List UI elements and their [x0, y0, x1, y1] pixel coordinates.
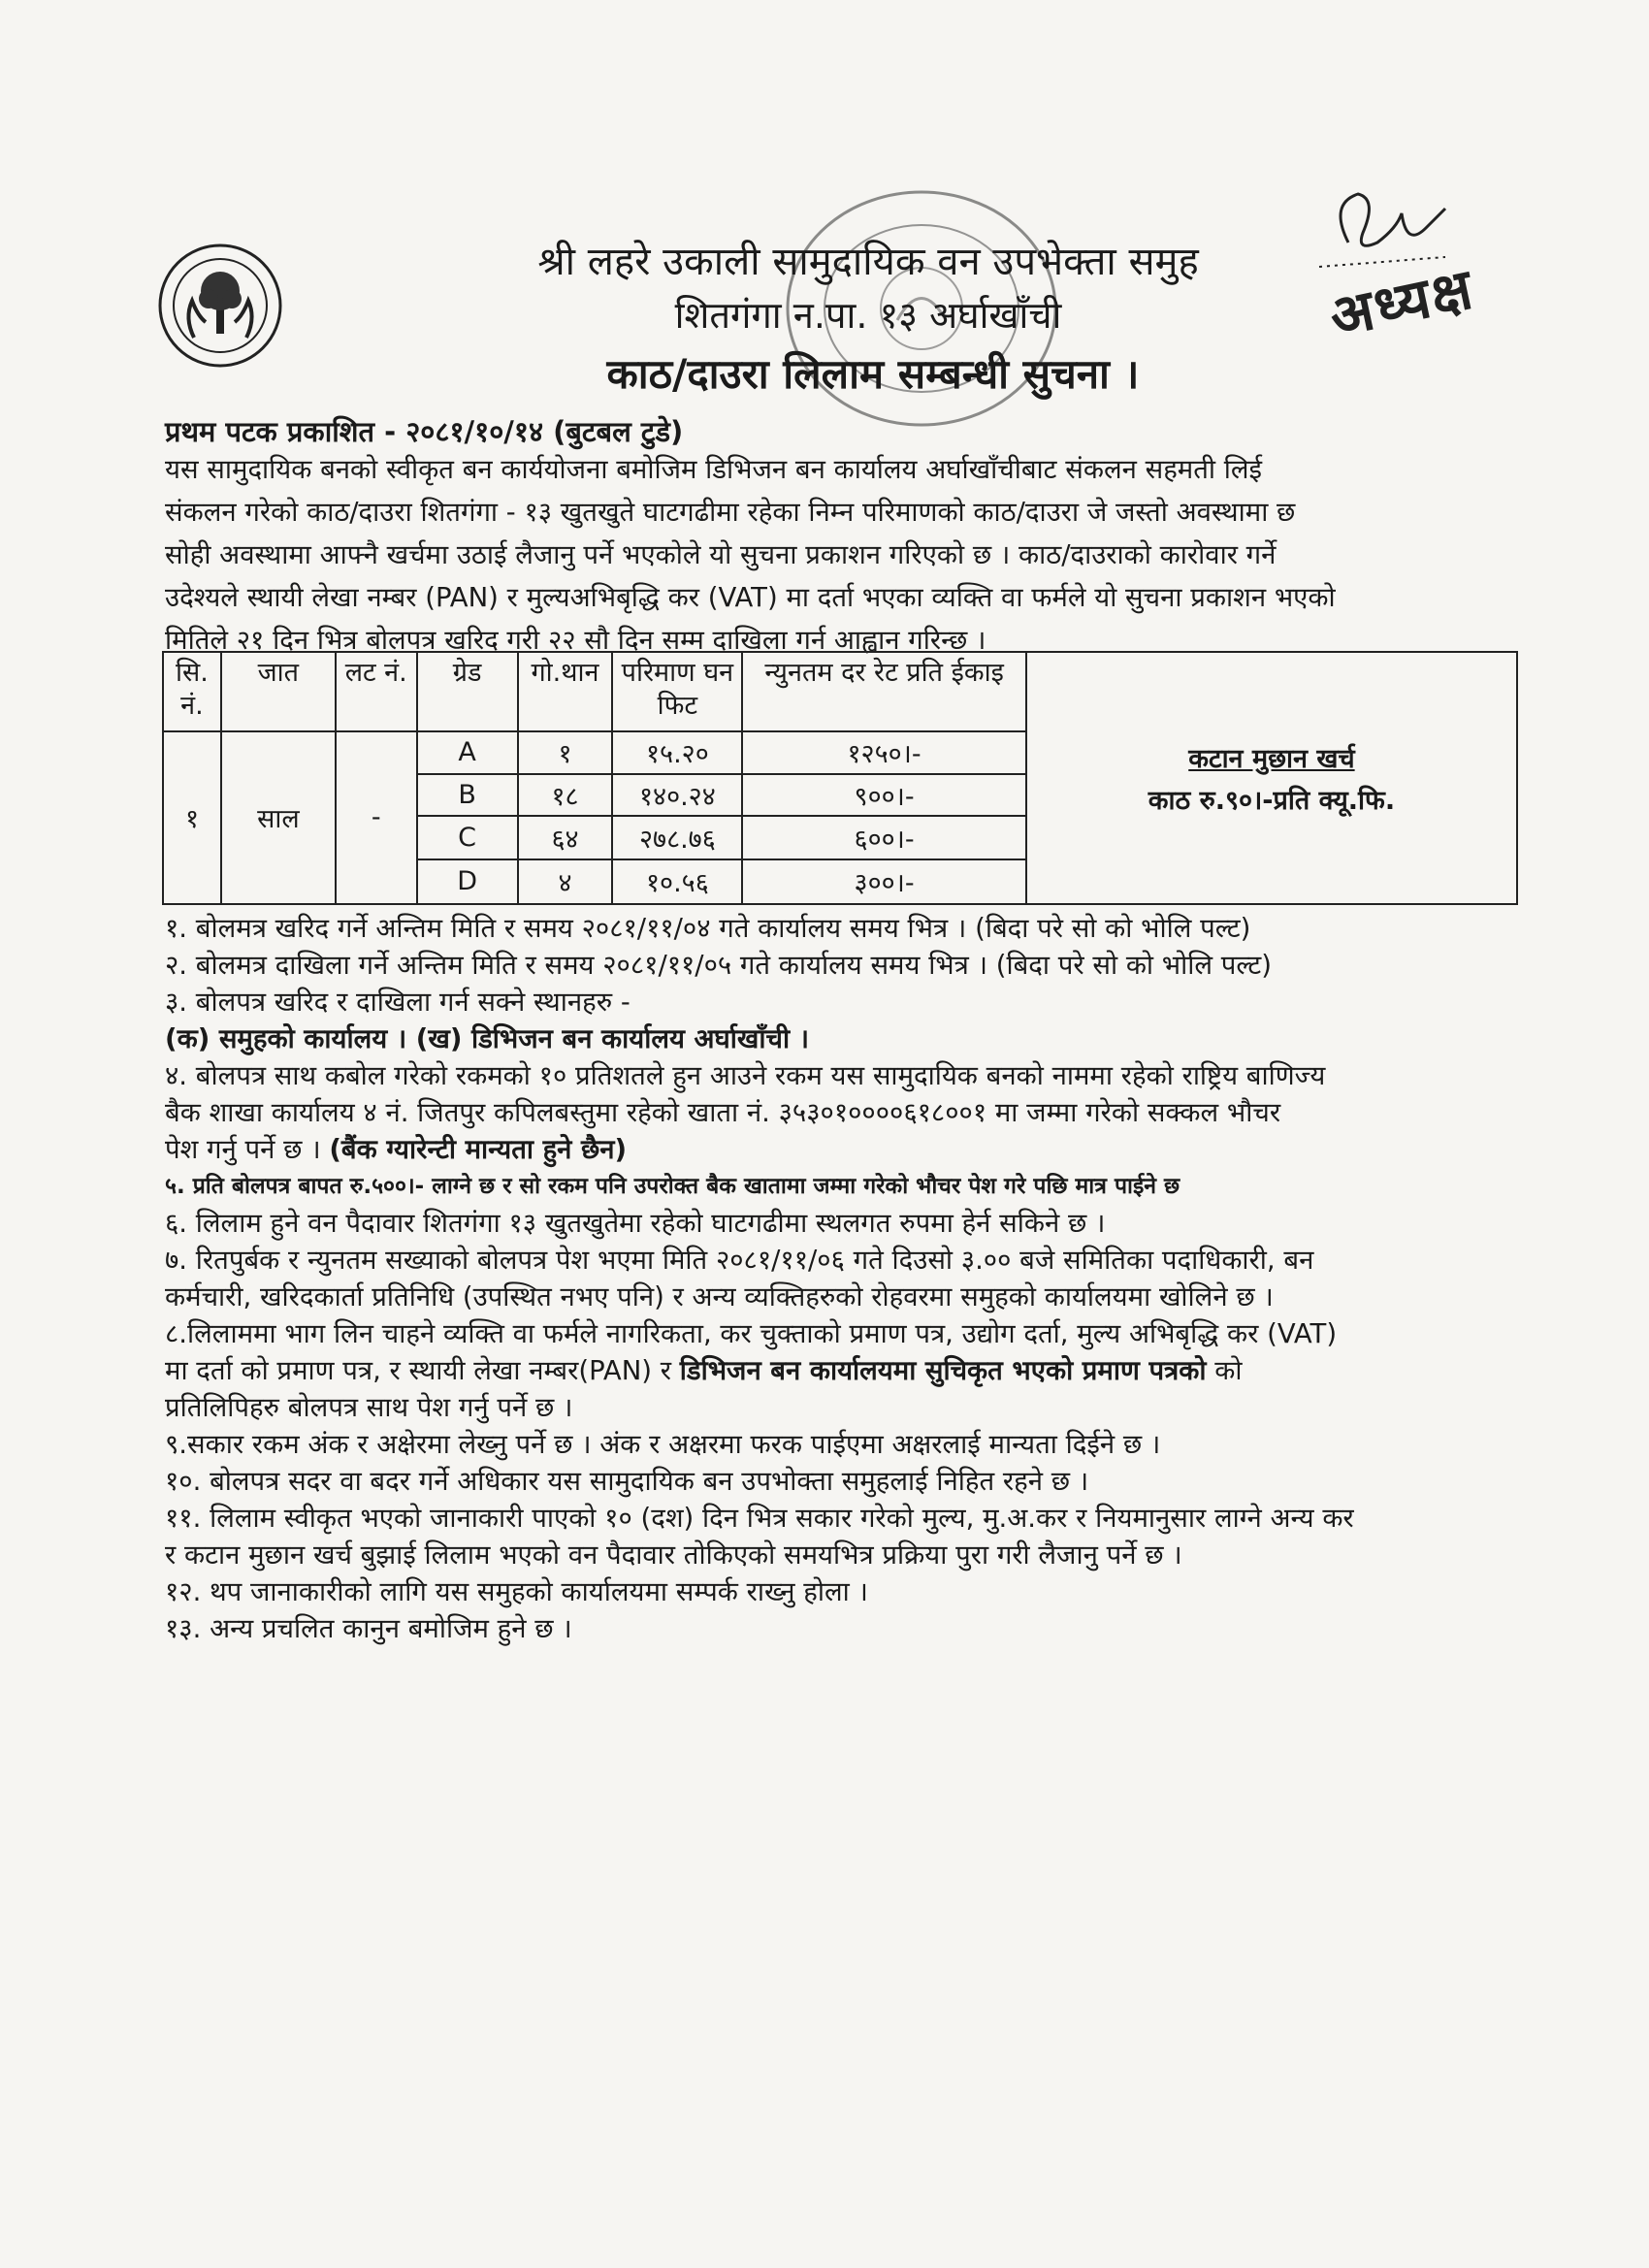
intro-line: यस सामुदायिक बनको स्वीकृत बन कार्ययोजना बमोजिम डिभिजन बन कार्यालय अर्घाखाँचीबाट संकलन सहमती लिई: [165, 454, 1263, 485]
point-3: ३. बोलपत्र खरिद र दाखिला गर्न सक्ने स्थानहरु -: [165, 987, 630, 1018]
sn-cell: १: [163, 731, 221, 904]
cutting-cost-cell: [1026, 652, 1517, 904]
point-6: ६. लिलाम हुने वन पैदावार शितगंगा १३ खुतखुतेमा रहेको घाटगढीमा स्थलगत रुपमा हेर्न सकिने छ ।: [165, 1208, 1106, 1239]
point-9: ९.सकार रकम अंक र अक्षेरमा लेख्नु पर्ने छ । अंक र अक्षरमा फरक पाईएमा अक्षरलाई मान्यता दिईने छ ।: [165, 1429, 1161, 1460]
point-8-bold-text: डिभिजन बन कार्यालयमा सुचिकृत भएको प्रमाण पत्रको: [679, 1355, 1207, 1386]
rate-cell: ३००।-: [742, 859, 1026, 905]
cutting-cost-rate: काठ रु.९०।-प्रति क्यू.फि.: [1148, 786, 1396, 816]
group-name-heading: श्री लहरे उकाली सामुदायिक वन उपभेक्ता समुह: [537, 240, 1199, 284]
col-volume-header: परिमाण घन फिट: [612, 652, 742, 731]
intro-line: मितिले २१ दिन भित्र बोलपत्र खरिद गरी २२ सौ दिन सम्म दाखिला गर्न आह्वान गरिन्छ ।: [165, 625, 986, 656]
point-3-places: (क) समुहको कार्यालय । (ख) डिभिजन बन कार्यालय अर्घाखाँची ।: [165, 1023, 810, 1054]
point-8-line: ८.लिलाममा भाग लिन चाहने व्यक्ति वा फर्मले नागरिकता, कर चुक्ताको प्रमाण पत्र, उद्योग दर्ता, मुल्य अभिबृद्धि कर (VAT): [165, 1318, 1338, 1349]
grade-cell: C: [417, 816, 518, 859]
col-rate-header: न्युनतम दर रेट प्रति ईकाइ: [742, 652, 1026, 731]
point-8-text: मा दर्ता को प्रमाण पत्र, र स्थायी लेखा नम्बर(PAN) र: [165, 1355, 680, 1386]
notice-title: काठ/दाउरा लिलाम सम्बन्धी सुचना ।: [606, 350, 1140, 398]
point-8-line: [165, 1352, 1484, 1389]
intro-line: सोही अवस्थामा आफ्नै खर्चमा उठाई लैजानु पर्ने भएकोले यो सुचना प्रकाशन गरिएको छ । काठ/दाउराको कारोवार गर्ने: [165, 539, 1277, 570]
point-4-text: पेश गर्नु पर्ने छ ।: [165, 1134, 330, 1165]
lot-cell: -: [336, 731, 417, 904]
point-1: १. बोलमत्र खरिद गर्ने अन्तिम मिति र समय २०८१/११/०४ गते कार्यालय समय भित्र । (बिदा परे सो को भोलि पल्ट): [165, 913, 1251, 944]
publication-info: प्रथम पटक प्रकाशित - २०८१/१०/१४ (बुटबल टुडे): [165, 415, 684, 448]
point-4-line: ४. बोलपत्र साथ कबोल गरेको रकमको १० प्रतिशतले हुन आउने रकम यस सामुदायिक बनको नाममा रहेको राष्ट्रिय बाणिज्य: [165, 1060, 1326, 1091]
point-8-line: प्रतिलिपिहरु बोलपत्र साथ पेश गर्नु पर्ने छ ।: [165, 1392, 573, 1423]
count-cell: ४: [518, 859, 613, 905]
rate-cell: ६००।-: [742, 816, 1026, 859]
count-cell: १: [518, 731, 613, 774]
point-11-line: ११. लिलाम स्वीकृत भएको जानाकारी पाएको १० (दश) दिन भित्र सकार गरेको मुल्य, मु.अ.कर र नियमानुसार लाग्ने अन्य कर: [165, 1503, 1354, 1534]
point-4-line: बैक शाखा कार्यालय ४ नं. जितपुर कपिलबस्तुमा रहेको खाता नं. ३५३०१००००६१८००१ मा जम्मा गरेको सक्कल भौचर: [165, 1097, 1281, 1128]
notice-points: [165, 910, 1484, 1647]
bank-guarantee-note: (बैंक ग्यारेन्टी मान्यता हुने छैन): [329, 1134, 628, 1165]
volume-cell: १०.५६: [612, 859, 742, 905]
col-grade-header: ग्रेड: [417, 652, 518, 731]
point-8-text-end: को: [1206, 1355, 1243, 1386]
point-4-line: [165, 1131, 1484, 1168]
point-2: २. बोलमत्र दाखिला गर्ने अन्तिम मिति र समय २०८१/११/०५ गते कार्यालय समय भित्र । (बिदा परे सो को भोलि पल्ट): [165, 950, 1272, 981]
timber-lots-table: [162, 651, 1518, 905]
point-7-line: कर्मचारी, खरिदकार्ता प्रतिनिधि (उपस्थित नभए पनि) र अन्य व्यक्तिहरुको रोहवरमा समुहको कार्यालयमा खोलिने छ ।: [165, 1281, 1274, 1312]
col-sn-header: सि. नं.: [163, 652, 221, 731]
chairperson-stamp-text: अध्यक्ष: [1324, 255, 1480, 350]
intro-paragraph: [165, 448, 1460, 662]
count-cell: ६४: [518, 816, 613, 859]
col-species-header: जात: [221, 652, 336, 731]
point-13: १३. अन्य प्रचलित कानुन बमोजिम हुने छ ।: [165, 1613, 572, 1644]
col-lot-header: लट नं.: [336, 652, 417, 731]
grade-cell: B: [417, 774, 518, 816]
species-cell: साल: [221, 731, 336, 904]
grade-cell: A: [417, 731, 518, 774]
count-cell: १८: [518, 774, 613, 816]
volume-cell: १५.२०: [612, 731, 742, 774]
intro-line: उदेश्यले स्थायी लेखा नम्बर (PAN) र मुल्यअभिबृद्धि कर (VAT) मा दर्ता भएका व्यक्ति वा फर्मले यो सुचना प्रकाशन भएको: [165, 582, 1336, 613]
point-7-line: ७. रितपुर्बक र न्युनतम सख्याको बोलपत्र पेश भएमा मिति २०८१/११/०६ गते दिउसो ३.०० बजे समितिका पदाधिकारी, बन: [165, 1245, 1314, 1276]
volume-cell: २७८.७६: [612, 816, 742, 859]
table-header-row: [163, 652, 1517, 731]
point-5: ५. प्रति बोलपत्र बापत रु.५००।- लाग्ने छ र सो रकम पनि उपरोक्त बैक खातामा जम्मा गरेको भौचर पेश गरे पछि मात्र पाईने छ: [165, 1174, 1180, 1199]
point-11-line: र कटान मुछान खर्च बुझाई लिलाम भएको वन पैदावार तोकिएको समयभित्र प्रक्रिया पुरा गरी लैजानु पर्ने छ ।: [165, 1539, 1182, 1571]
intro-line: संकलन गरेको काठ/दाउरा शितगंगा - १३ खुतखुते घाटगढीमा रहेका निम्न परिमाणको काठ/दाउरा जे जस्तो अवस्थामा छ: [165, 497, 1296, 528]
cutting-cost-title: कटान मुछान खर्च: [1188, 744, 1355, 774]
col-count-header: गो.थान: [518, 652, 613, 731]
point-12: १२. थप जानाकारीको लागि यस समुहको कार्यालयमा सम्पर्क राख्नु होला ।: [165, 1576, 868, 1607]
volume-cell: १४०.२४: [612, 774, 742, 816]
address-heading: शितगंगा न.पा. १३ अर्घाखाँची: [674, 294, 1062, 337]
point-10: १०. बोलपत्र सदर वा बदर गर्ने अधिकार यस सामुदायिक बन उपभोक्ता समुहलाई निहित रहने छ ।: [165, 1466, 1089, 1497]
rate-cell: ९००।-: [742, 774, 1026, 816]
rate-cell: १२५०।-: [742, 731, 1026, 774]
grade-cell: D: [417, 859, 518, 905]
